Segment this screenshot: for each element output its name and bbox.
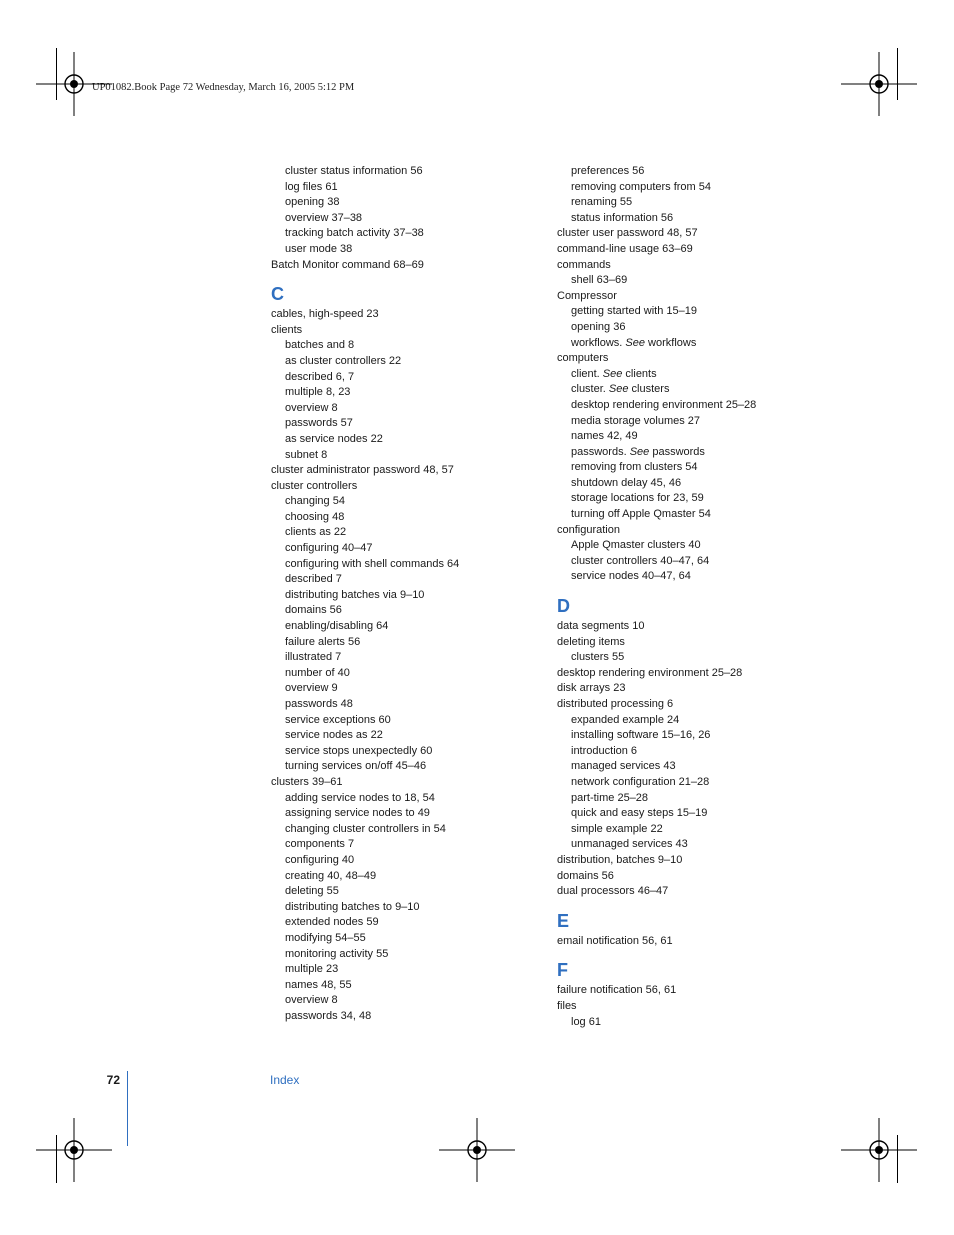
index-entry: Compressor	[557, 289, 617, 302]
index-subentry: monitoring activity 55	[285, 947, 389, 960]
index-subentry: media storage volumes 27	[571, 414, 701, 427]
index-entry: domains 56	[557, 869, 614, 882]
index-subentry: service exceptions 60	[285, 713, 391, 726]
index-entry: disk arrays 23	[557, 682, 626, 695]
index-subentry: overview 9	[285, 682, 338, 695]
index-subentry: batches and 8	[285, 339, 355, 352]
index-entry: deleting items	[557, 635, 625, 648]
index-subentry: clusters 55	[571, 651, 625, 664]
index-entry: failure notification 56, 61	[557, 984, 677, 997]
index-subentry: described 7	[285, 573, 342, 586]
index-subentry: Apple Qmaster clusters 40	[571, 539, 701, 552]
index-entry: cluster controllers	[271, 479, 358, 492]
see-reference: See	[602, 367, 623, 380]
see-target: passwords	[649, 445, 705, 458]
index-subentry: configuring 40	[285, 853, 355, 866]
index-letter-heading: F	[557, 960, 568, 981]
index-subentry: introduction 6	[571, 744, 638, 757]
index-subentry: turning services on/off 45–46	[285, 760, 427, 773]
index-entry: email notification 56, 61	[557, 934, 673, 947]
index-subentry: renaming 55	[571, 196, 633, 209]
index-subentry: simple example 22	[571, 822, 663, 835]
index-subentry: failure alerts 56	[285, 635, 361, 648]
index-subentry: cluster status information 56	[285, 165, 423, 177]
index-letter-heading: E	[557, 910, 570, 931]
print-slug: UP01082.Book Page 72 Wednesday, March 16, 2005 5:12 PM	[92, 82, 355, 93]
index-subentry: overview 8	[285, 994, 338, 1007]
index-subentry	[557, 445, 817, 461]
footer-section-label: Index	[270, 1073, 300, 1087]
index-subentry: number of 40	[285, 666, 350, 679]
index-subentry: opening 36	[571, 320, 626, 333]
index-subentry: enabling/disabling 64	[285, 620, 389, 633]
index-subentry: names 48, 55	[285, 978, 352, 991]
see-reference: See	[629, 445, 650, 458]
index-subentry: part-time 25–28	[571, 791, 649, 804]
index-entry: command-line usage 63–69	[557, 242, 693, 255]
index-subentry: log files 61	[285, 180, 338, 193]
index-letter-heading: C	[271, 284, 284, 305]
see-reference: See	[608, 383, 629, 396]
index-subentry: user mode 38	[285, 242, 353, 255]
index-letter-heading: D	[557, 596, 570, 617]
index-entry: computers	[557, 352, 609, 365]
index-entry: clients	[271, 323, 303, 336]
index-subentry: removing from clusters 54	[571, 461, 698, 474]
index-entry: clusters 39–61	[271, 775, 343, 788]
see-target: clients	[622, 367, 657, 380]
index-entry-text: cluster.	[571, 383, 609, 396]
index-entry-text: workflows.	[571, 336, 626, 349]
registration-mark-icon	[841, 1118, 917, 1182]
index-subentry: quick and easy steps 15–19	[571, 807, 708, 820]
index-column-left	[271, 164, 531, 1024]
index-subentry: modifying 54–55	[285, 931, 366, 944]
index-subentry: installing software 15–16, 26	[571, 729, 711, 742]
index-entry-text: passwords.	[571, 445, 630, 458]
index-subentry: storage locations for 23, 59	[571, 492, 704, 505]
index-subentry: removing computers from 54	[571, 180, 711, 193]
index-subentry: distributing batches to 9–10	[285, 900, 420, 913]
index-subentry: multiple 8, 23	[285, 386, 351, 399]
index-subentry: configuring with shell commands 64	[285, 557, 460, 570]
index-subentry: unmanaged services 43	[571, 838, 688, 851]
index-subentry: configuring 40–47	[285, 542, 373, 555]
index-subentry: service nodes 40–47, 64	[571, 570, 691, 583]
index-subentry: opening 38	[285, 196, 340, 209]
index-subentry: network configuration 21–28	[571, 775, 710, 788]
index-subentry: shutdown delay 45, 46	[571, 476, 682, 489]
index-entry: distribution, batches 9–10	[557, 853, 683, 866]
index-subentry: distributing batches via 9–10	[285, 588, 425, 601]
index-column-right	[557, 164, 817, 1030]
index-entry-text: client.	[571, 367, 603, 380]
index-subentry: assigning service nodes to 49	[285, 807, 430, 820]
index-entry: data segments 10	[557, 620, 645, 633]
index-subentry: passwords 34, 48	[285, 1009, 372, 1022]
index-subentry: passwords 48	[285, 698, 353, 710]
index-entry: files	[557, 999, 577, 1012]
index-entry: desktop rendering environment 25–28	[557, 666, 743, 679]
index-entry: configuration	[557, 523, 620, 536]
index-subentry: changing cluster controllers in 54	[285, 822, 446, 835]
index-subentry: overview 37–38	[285, 211, 363, 224]
index-subentry: illustrated 7	[285, 651, 342, 664]
index-entry: dual processors 46–47	[557, 885, 669, 898]
see-target: workflows	[644, 336, 697, 349]
index-subentry: getting started with 15–19	[571, 305, 697, 318]
index-subentry	[557, 367, 817, 383]
index-subentry: cluster controllers 40–47, 64	[571, 554, 710, 567]
index-entry: cluster user password 48, 57	[557, 227, 698, 240]
registration-mark-icon	[36, 52, 112, 116]
index-subentry: multiple 23	[285, 963, 339, 976]
index-entry: Batch Monitor command 68–69	[271, 258, 424, 271]
index-subentry: service nodes as 22	[285, 729, 383, 742]
index-subentry: log 61	[571, 1015, 601, 1028]
index-subentry: turning off Apple Qmaster 54	[571, 508, 711, 521]
index-entry: cluster administrator password 48, 57	[271, 464, 454, 477]
index-subentry: subnet 8	[285, 448, 328, 461]
index-subentry: as cluster controllers 22	[285, 354, 402, 367]
index-subentry: clients as 22	[285, 526, 347, 539]
see-target: clusters	[628, 383, 670, 396]
index-subentry: expanded example 24	[571, 713, 680, 726]
index-subentry: status information 56	[571, 211, 674, 224]
index-subentry: service stops unexpectedly 60	[285, 744, 433, 757]
registration-mark-icon	[439, 1118, 515, 1182]
index-subentry: names 42, 49	[571, 430, 638, 443]
index-entry: distributed processing 6	[557, 698, 674, 710]
index-subentry: passwords 57	[285, 417, 353, 430]
see-reference: See	[625, 336, 645, 349]
index-entry: cables, high-speed 23	[271, 308, 379, 321]
index-subentry	[557, 336, 817, 352]
index-subentry: choosing 48	[285, 510, 345, 523]
index-subentry: shell 63–69	[571, 274, 628, 287]
index-subentry: extended nodes 59	[285, 916, 379, 929]
page-number: 72	[106, 1073, 120, 1087]
index-subentry: changing 54	[285, 495, 345, 508]
index-subentry: components 7	[285, 838, 355, 851]
index-subentry: tracking batch activity 37–38	[285, 227, 424, 240]
index-subentry	[557, 382, 817, 398]
index-subentry: desktop rendering environment 25–28	[571, 398, 757, 411]
registration-mark-icon	[841, 52, 917, 116]
index-subentry: domains 56	[285, 604, 342, 617]
registration-mark-icon	[36, 1118, 112, 1182]
footer-rule	[127, 1071, 128, 1146]
index-subentry: creating 40, 48–49	[285, 869, 377, 882]
index-subentry: preferences 56	[571, 165, 645, 177]
index-subentry: overview 8	[285, 401, 338, 414]
index-subentry: as service nodes 22	[285, 432, 383, 445]
index-entry: commands	[557, 258, 611, 271]
index-subentry: adding service nodes to 18, 54	[285, 791, 435, 804]
index-subentry: managed services 43	[571, 760, 676, 773]
index-subentry: described 6, 7	[285, 370, 355, 383]
index-subentry: deleting 55	[285, 885, 339, 898]
